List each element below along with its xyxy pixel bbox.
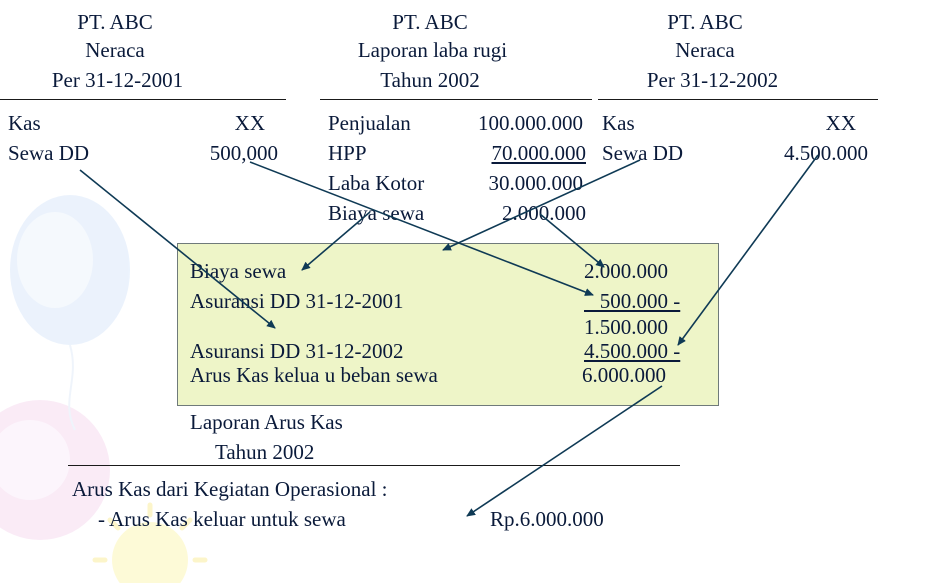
laba-rugi-row-label: Penjualan xyxy=(328,111,411,135)
neraca-2002-row-label: Kas xyxy=(602,111,635,135)
neraca-2001-divider xyxy=(0,99,286,100)
arus-kas-item-value: Rp.6.000.000 xyxy=(490,507,604,531)
laba-rugi-row-label: Biaya sewa xyxy=(328,201,425,225)
arus-kas-item-label: - Arus Kas keluar untuk sewa xyxy=(98,507,346,531)
calc-row-label: Biaya sewa xyxy=(190,259,287,283)
laba-rugi-row-value: 2.000.000 xyxy=(502,201,586,225)
laba-rugi-row-value: 70.000.000 xyxy=(491,141,586,165)
neraca-2001-row-value: 500,000 xyxy=(209,141,278,165)
calc-row-value: 4.500.000 - xyxy=(584,339,681,363)
laba-rugi-title: Laporan laba rugi xyxy=(357,38,508,62)
neraca-2002-company: PT. ABC xyxy=(667,10,743,34)
calc-row-value: 1.500.000 xyxy=(584,315,668,339)
laba-rugi-row-label: HPP xyxy=(328,141,367,165)
laba-rugi-row-value: 30.000.000 xyxy=(488,171,583,195)
neraca-2001-row-label: Sewa DD xyxy=(8,141,90,165)
laba-rugi-row-label: Laba Kotor xyxy=(328,171,425,195)
calc-row-label: Asuransi DD 31-12-2002 xyxy=(190,339,404,363)
neraca-2002-row-value: XX xyxy=(825,111,856,135)
neraca-2002-divider xyxy=(598,99,878,100)
calc-row-label: Asuransi DD 31-12-2001 xyxy=(190,289,404,313)
neraca-2002-row-label: Sewa DD xyxy=(602,141,684,165)
laba-rugi-row-value: 100.000.000 xyxy=(478,111,583,135)
neraca-2001-company: PT. ABC xyxy=(77,10,153,34)
laba-rugi-divider xyxy=(320,99,592,100)
arus-kas-title: Laporan Arus Kas xyxy=(190,410,343,434)
laba-rugi-company: PT. ABC xyxy=(392,10,468,34)
neraca-2002-title: Neraca xyxy=(675,38,735,62)
neraca-2002-row-value: 4.500.000 xyxy=(784,141,868,165)
arus-kas-section: Arus Kas dari Kegiatan Operasional : xyxy=(72,477,388,501)
neraca-2001-period: Per 31-12-2001 xyxy=(51,68,184,92)
arus-kas-divider xyxy=(68,465,680,466)
neraca-2001-row-value: XX xyxy=(234,111,265,135)
laba-rugi-period: Tahun 2002 xyxy=(380,68,480,92)
calc-row-value: 2.000.000 xyxy=(584,259,668,283)
neraca-2001-title: Neraca xyxy=(85,38,145,62)
calc-row-value: 6.000.000 xyxy=(582,363,666,387)
calc-row-label: Arus Kas kelua u beban sewa xyxy=(190,363,438,387)
neraca-2001-row-label: Kas xyxy=(8,111,41,135)
neraca-2002-period: Per 31-12-2002 xyxy=(646,68,779,92)
sun-shape xyxy=(112,522,188,583)
arus-kas-period: Tahun 2002 xyxy=(215,440,315,464)
calc-row-value: 500.000 - xyxy=(584,289,681,313)
